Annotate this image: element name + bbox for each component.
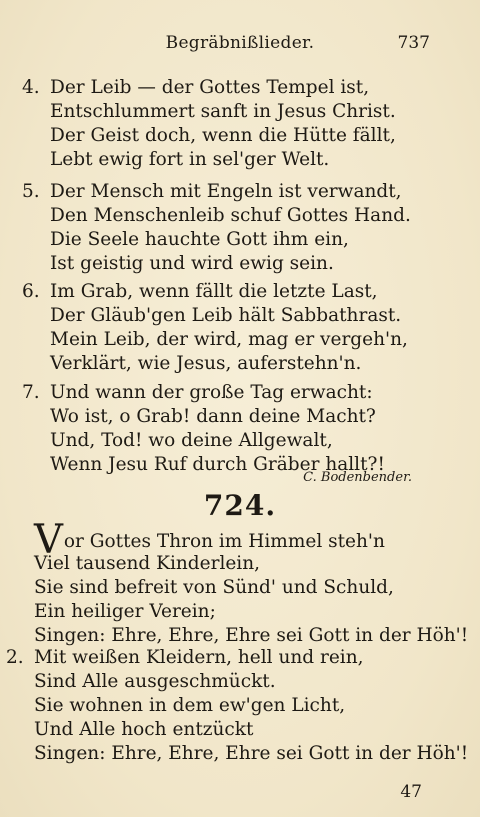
- verse-line: Lebt ewig fort in sel'ger Welt.: [50, 149, 330, 170]
- verse-line: Entschlummert sanft in Jesus Christ.: [50, 101, 396, 122]
- hymn-stanza-1: [34, 517, 474, 648]
- verse-line: Der Geist doch, wenn die Hütte fällt,: [50, 125, 396, 146]
- verse-line: Und wann der große Tag erwacht:: [50, 382, 373, 403]
- stanza-4: [22, 76, 462, 172]
- stanza-number: 5.: [22, 181, 40, 202]
- stanza-6: [22, 280, 462, 376]
- verse-line: Ein heiliger Verein;: [34, 601, 216, 622]
- verse-line: Mit weißen Kleidern, hell und rein,: [34, 647, 364, 668]
- running-title: Begräbnißlieder.: [165, 33, 315, 53]
- stanza-5: [22, 180, 462, 276]
- stanza-number: 6.: [22, 281, 40, 302]
- verse-line: Im Grab, wenn fällt die letzte Last,: [50, 281, 378, 302]
- verse-line: Mein Leib, der wird, mag er vergeh'n,: [50, 329, 408, 350]
- verse-line: Sie wohnen in dem ew'gen Licht,: [34, 695, 346, 716]
- hymn-number: 724.: [203, 489, 277, 522]
- refrain-line: Singen: Ehre, Ehre, Ehre sei Gott in der Höh'!: [34, 625, 469, 646]
- verse-line: Und, Tod! wo deine Allgewalt,: [50, 430, 333, 451]
- signature-number: 47: [400, 782, 422, 802]
- verse-line: Den Menschenleib schuf Gottes Hand.: [50, 205, 411, 226]
- verse-line: Der Mensch mit Engeln ist verwandt,: [50, 181, 402, 202]
- refrain-line: Singen: Ehre, Ehre, Ehre sei Gott in der Höh'!: [34, 743, 469, 764]
- drop-cap-letter: V: [34, 517, 63, 563]
- verse-line: Sind Alle ausgeschmückt.: [34, 671, 276, 692]
- stanza-number: 4.: [22, 77, 40, 98]
- verse-line: Ist geistig und wird ewig sein.: [50, 253, 334, 274]
- author-attribution: C. Bodenbender.: [303, 470, 412, 485]
- verse-line: Viel tausend Kinderlein,: [34, 553, 261, 574]
- verse-line: Der Leib — der Gottes Tempel ist,: [50, 77, 370, 98]
- verse-line: Die Seele hauchte Gott ihm ein,: [50, 229, 349, 250]
- verse-line: Sie sind befreit von Sünd' und Schuld,: [34, 577, 394, 598]
- first-line-text: or Gottes Thron im Himmel steh'n: [63, 531, 385, 552]
- page-number: 737: [397, 33, 430, 53]
- hymn-stanza-2: [6, 646, 469, 766]
- verse-line: Der Gläub'gen Leib hält Sabbathrast.: [50, 305, 402, 326]
- verse-line: Verklärt, wie Jesus, auferstehn'n.: [50, 353, 362, 374]
- page-header: [0, 30, 480, 56]
- verse-line: Wo ist, o Grab! dann deine Macht?: [50, 406, 376, 427]
- stanza-7: [22, 381, 462, 477]
- verse-line: Und Alle hoch entzückt: [34, 719, 254, 740]
- stanza-number: 7.: [22, 382, 40, 403]
- verse-line-first: [34, 517, 474, 563]
- stanza-number: 2.: [6, 647, 24, 668]
- verse-line: Wenn Jesu Ruf durch Gräber hallt?!: [50, 454, 385, 475]
